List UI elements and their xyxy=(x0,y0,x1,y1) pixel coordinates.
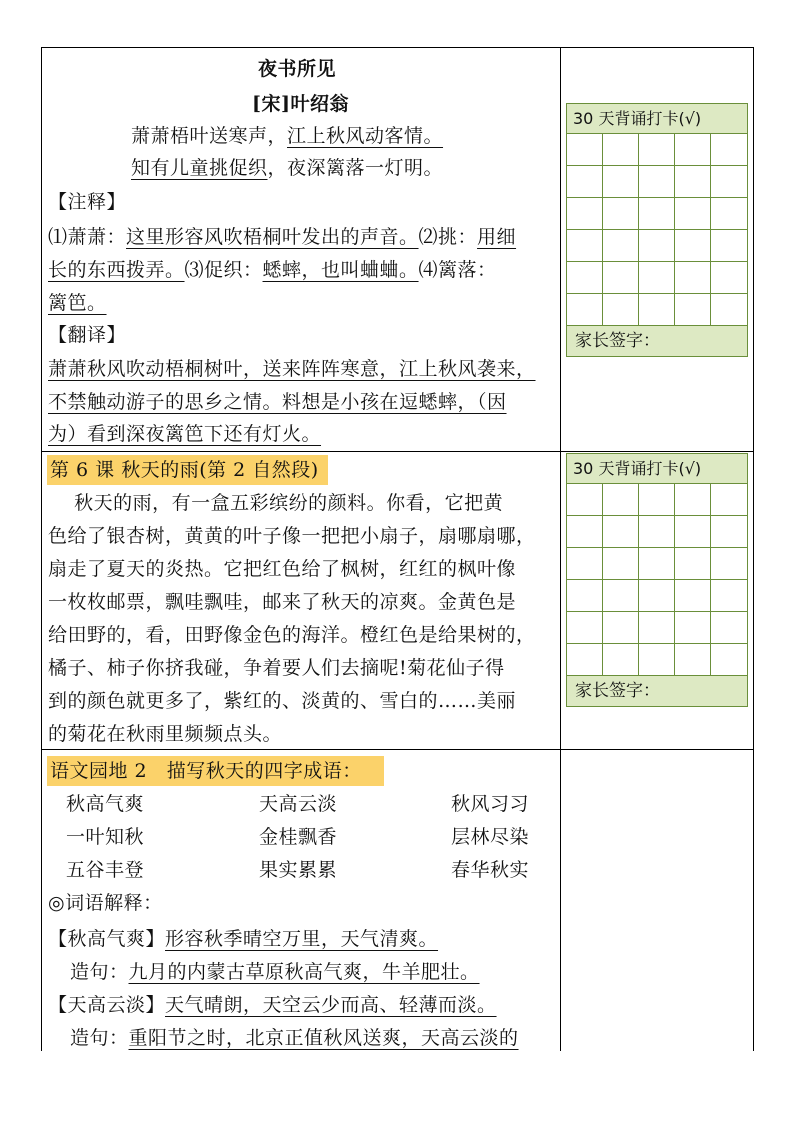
checkin-cell[interactable] xyxy=(567,644,603,676)
checkin-cell[interactable] xyxy=(711,612,747,644)
checkin-cell[interactable] xyxy=(711,198,747,230)
poem-line-1-b: 江上秋风动客情。 xyxy=(287,125,444,147)
checkin-cell[interactable] xyxy=(603,230,639,262)
idiom: 层林尽染 xyxy=(451,826,530,848)
checkin-cell[interactable] xyxy=(603,516,639,548)
checkin-cell[interactable] xyxy=(603,262,639,294)
lesson6-line-2: 色给了银杏树，黄黄的叶子像一把把小扇子，扇哪扇哪， xyxy=(48,525,536,547)
lesson6-line-8: 的菊花在秋雨里频频点头。 xyxy=(48,723,283,745)
checkin-cell[interactable] xyxy=(675,134,711,166)
checkin-cell[interactable] xyxy=(675,644,711,676)
checkin-cell[interactable] xyxy=(711,134,747,166)
checkin-cell[interactable] xyxy=(675,580,711,612)
translation-line-1: 萧萧秋风吹动梧桐树叶，送来阵阵寒意，江上秋风袭来， xyxy=(48,358,536,380)
idiom: 果实累累 xyxy=(259,859,338,881)
entry-2-ex-label: 造句： xyxy=(70,1027,129,1049)
checkin-cell[interactable] xyxy=(639,294,675,326)
checkin-cell[interactable] xyxy=(675,294,711,326)
checkin-grid xyxy=(567,484,747,676)
entry-1-example xyxy=(70,960,480,984)
note-2-label: ⑵挑： xyxy=(418,226,478,248)
checkin-cell[interactable] xyxy=(675,166,711,198)
note-4-text: 篱笆。 xyxy=(48,292,107,314)
checkin-cell[interactable] xyxy=(639,484,675,516)
notes-line-2 xyxy=(48,258,497,282)
checkin-cell[interactable] xyxy=(639,166,675,198)
idiom: 天高云淡 xyxy=(259,793,338,815)
translation-line-2: 不禁触动游子的思乡之情。料想是小孩在逗蟋蟀，（因 xyxy=(48,391,507,413)
poem-line-2 xyxy=(131,156,443,180)
notes-line-3 xyxy=(48,291,107,315)
frame-top-line xyxy=(41,47,754,48)
lesson6-line-1: 秋天的雨，有一盒五彩缤纷的颜料。你看，它把黄 xyxy=(48,492,504,514)
checkin-cell[interactable] xyxy=(639,612,675,644)
checkin-box-2 xyxy=(566,453,748,707)
checkin-cell[interactable] xyxy=(567,580,603,612)
idiom: 金桂飘香 xyxy=(259,826,338,848)
checkin-cell[interactable] xyxy=(675,230,711,262)
entry-2-term: 【天高云淡】 xyxy=(48,994,166,1016)
checkin-box-1 xyxy=(566,103,748,357)
lesson6-line-5: 给田野的，看，田野像金色的海洋。橙红色是给果树的， xyxy=(48,624,536,646)
checkin-cell[interactable] xyxy=(711,548,747,580)
checkin-cell[interactable] xyxy=(603,548,639,580)
checkin-cell[interactable] xyxy=(639,262,675,294)
checkin-cell[interactable] xyxy=(639,230,675,262)
parent-signature-field[interactable]: 家长签字： xyxy=(567,676,747,706)
entry-2-ex: 重阳节之时，北京正值秋风送爽，天高云淡的 xyxy=(128,1027,519,1049)
poem-line-1 xyxy=(131,124,443,148)
entry-1-ex-label: 造句： xyxy=(70,961,129,983)
checkin-cell[interactable] xyxy=(675,484,711,516)
checkin-cell[interactable] xyxy=(711,262,747,294)
row-divider-2 xyxy=(41,749,754,750)
checkin-cell[interactable] xyxy=(639,516,675,548)
checkin-cell[interactable] xyxy=(603,198,639,230)
explain-heading: ◎词语解释： xyxy=(48,892,163,914)
poem-title: 夜书所见 xyxy=(258,58,337,80)
frame-middle-line xyxy=(560,47,561,1051)
checkin-cell[interactable] xyxy=(567,230,603,262)
lesson6-heading: 第 6 课 秋天的雨(第 2 自然段) xyxy=(50,459,319,481)
poem-line-1-a: 萧萧梧叶送寒声， xyxy=(131,125,288,147)
checkin-cell[interactable] xyxy=(603,644,639,676)
checkin-cell[interactable] xyxy=(711,484,747,516)
entry-1-term: 【秋高气爽】 xyxy=(48,928,166,950)
checkin-cell[interactable] xyxy=(711,516,747,548)
translation-heading: 【翻译】 xyxy=(48,324,127,346)
note-4-label: ⑷篱落： xyxy=(418,259,497,281)
checkin-cell[interactable] xyxy=(711,294,747,326)
checkin-cell[interactable] xyxy=(567,516,603,548)
checkin-cell[interactable] xyxy=(639,198,675,230)
entry-1-ex: 九月的内蒙古草原秋高气爽，牛羊肥壮。 xyxy=(128,961,480,983)
notes-line-1 xyxy=(48,225,516,249)
checkin-cell[interactable] xyxy=(603,294,639,326)
checkin-cell[interactable] xyxy=(603,612,639,644)
checkin-cell[interactable] xyxy=(675,548,711,580)
checkin-cell[interactable] xyxy=(639,134,675,166)
checkin-cell[interactable] xyxy=(639,548,675,580)
frame-right-line xyxy=(753,47,754,1051)
checkin-cell[interactable] xyxy=(603,580,639,612)
checkin-header: 30 天背诵打卡(√) xyxy=(567,104,747,134)
garden-heading: 语文园地 2 描写秋天的四字成语： xyxy=(50,760,362,782)
lesson6-line-6: 橘子、柿子你挤我碰，争着要人们去摘呢!菊花仙子得 xyxy=(48,657,505,679)
checkin-cell[interactable] xyxy=(567,548,603,580)
note-1-label: ⑴萧萧： xyxy=(48,226,127,248)
entry-2-definition xyxy=(48,993,497,1017)
parent-signature-field[interactable]: 家长签字： xyxy=(567,326,747,356)
poem-line-2-b: ，夜深篱落一灯明。 xyxy=(267,157,444,179)
idiom: 五谷丰登 xyxy=(66,859,145,881)
checkin-cell[interactable] xyxy=(567,134,603,166)
poem-line-2-a: 知有儿童挑促织 xyxy=(131,157,268,179)
row-divider-1 xyxy=(41,451,754,452)
checkin-cell[interactable] xyxy=(567,166,603,198)
entry-2-def: 天气晴朗，天空云少而高、轻薄而淡。 xyxy=(165,994,497,1016)
checkin-cell[interactable] xyxy=(567,612,603,644)
checkin-cell[interactable] xyxy=(675,612,711,644)
checkin-cell[interactable] xyxy=(711,644,747,676)
checkin-cell[interactable] xyxy=(567,294,603,326)
checkin-cell[interactable] xyxy=(603,484,639,516)
checkin-cell[interactable] xyxy=(603,134,639,166)
note-3-label: ⑶促织： xyxy=(184,259,263,281)
checkin-cell[interactable] xyxy=(567,262,603,294)
checkin-cell[interactable] xyxy=(675,516,711,548)
entry-1-definition xyxy=(48,927,438,951)
translation-line-3: 为）看到深夜篱笆下还有灯火。 xyxy=(48,423,322,445)
checkin-cell[interactable] xyxy=(567,198,603,230)
entry-1-def: 形容秋季晴空万里，天气清爽。 xyxy=(165,928,439,950)
note-2-text-a: 用细 xyxy=(477,226,517,248)
checkin-header: 30 天背诵打卡(√) xyxy=(567,454,747,484)
checkin-cell[interactable] xyxy=(603,166,639,198)
lesson6-line-4: 一枚枚邮票，飘哇飘哇，邮来了秋天的凉爽。金黄色是 xyxy=(48,591,517,613)
lesson6-line-3: 扇走了夏天的炎热。它把红色给了枫树，红红的枫叶像 xyxy=(48,558,517,580)
checkin-cell[interactable] xyxy=(711,230,747,262)
checkin-cell[interactable] xyxy=(675,198,711,230)
checkin-cell[interactable] xyxy=(567,484,603,516)
idiom: 一叶知秋 xyxy=(66,826,145,848)
note-3-text: 蟋蟀，也叫蛐蛐。 xyxy=(262,259,419,281)
checkin-cell[interactable] xyxy=(639,580,675,612)
checkin-cell[interactable] xyxy=(639,644,675,676)
note-2-text-b: 长的东西拨弄。 xyxy=(48,259,185,281)
checkin-grid xyxy=(567,134,747,326)
frame-left-line xyxy=(41,47,42,1051)
idiom: 春华秋实 xyxy=(451,859,530,881)
idiom: 秋风习习 xyxy=(451,793,530,815)
idiom: 秋高气爽 xyxy=(66,793,145,815)
entry-2-example xyxy=(70,1026,519,1050)
checkin-cell[interactable] xyxy=(675,262,711,294)
notes-heading: 【注释】 xyxy=(48,191,127,213)
note-1-text: 这里形容风吹梧桐叶发出的声音。 xyxy=(126,226,419,248)
checkin-cell[interactable] xyxy=(711,166,747,198)
poem-author: [宋]叶绍翁 xyxy=(252,93,349,115)
lesson6-line-7: 到的颜色就更多了，紫红的、淡黄的、雪白的……美丽 xyxy=(48,690,517,712)
checkin-cell[interactable] xyxy=(711,580,747,612)
